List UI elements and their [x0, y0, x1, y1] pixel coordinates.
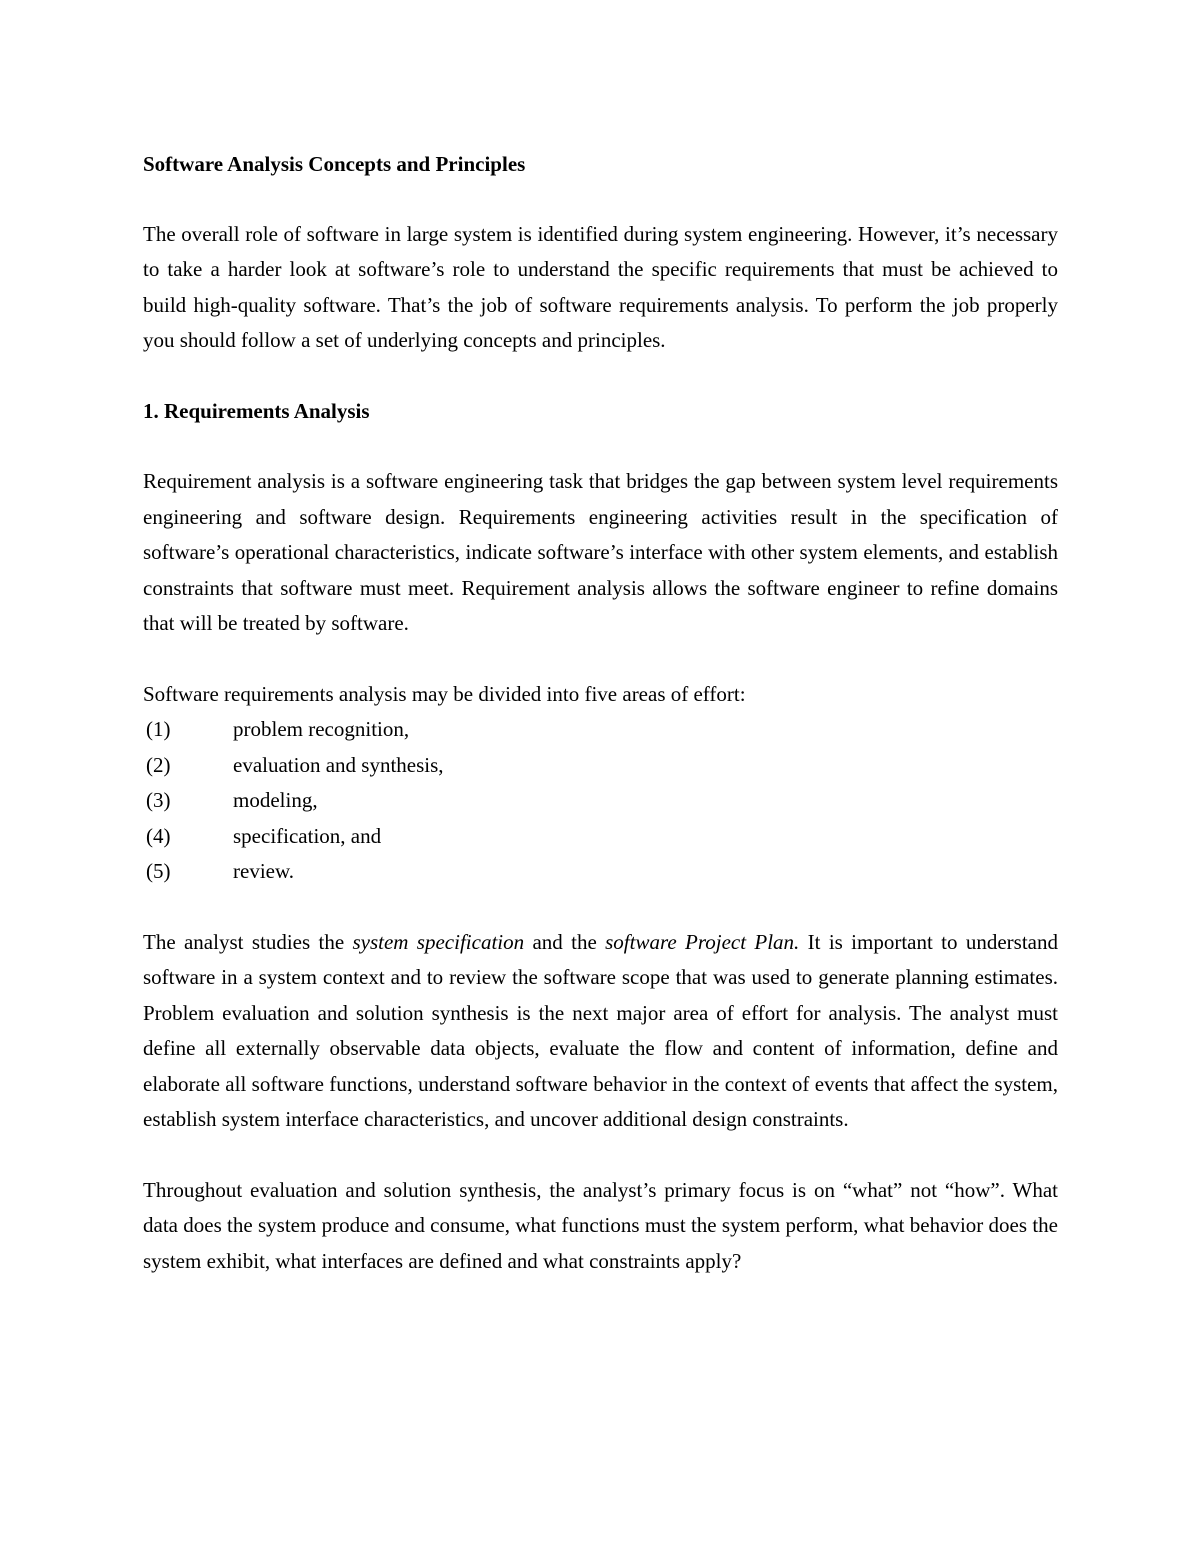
list-item: [143, 819, 1058, 855]
list-item-text: problem recognition,: [233, 717, 410, 741]
italic-software-project-plan: software Project Plan.: [605, 929, 800, 954]
what-not-how-paragraph: Throughout evaluation and solution synthesis, the analyst’s primary focus is on “what” not “how”. What data does the system produce and consume, what functions must the system perform, what behavior does the system exhibit, what interfaces are defined and what constraints apply?: [143, 1177, 1058, 1273]
list-item-number: (3): [146, 788, 171, 812]
section-heading-requirements-analysis: 1. Requirements Analysis: [143, 398, 370, 423]
paragraph-rest-text: It is important to understand software in a system context and to review the software scope that was used to generate planning estimates. Problem evaluation and solution synthesis is the next major area of effort for analysis. The analyst must define all externally observable data objects, evaluate the flow and content of information, define and elaborate all software functions, understand software behavior in the context of events that affect the system, establish system interface characteristics, and uncover additional design constraints.: [143, 929, 1058, 1131]
list-item-number: (1): [146, 717, 171, 741]
effort-list-intro: Software requirements analysis may be divided into five areas of effort:: [143, 681, 746, 706]
list-item-number: (4): [146, 823, 171, 848]
list-item-text: review.: [233, 859, 295, 883]
analyst-studies-paragraph: [143, 925, 1058, 1138]
paragraph-mid-text: and the: [524, 929, 606, 954]
list-item-text: modeling,: [233, 788, 318, 812]
effort-areas-list: [143, 712, 1058, 890]
list-item-text: specification, and: [233, 823, 382, 848]
list-item-text: evaluation and synthesis,: [233, 752, 444, 777]
list-item: [143, 748, 1058, 784]
document-content: [143, 147, 1058, 1314]
intro-paragraph: The overall role of software in large system is identified during system engineering. However, it’s necessary to take a harder look at software’s role to understand the specific requirements that must be achieved to build high-quality software. That’s the job of software requirements analysis. To perform the job properly you should follow a set of underlying concepts and principles.: [143, 221, 1058, 352]
list-item: [143, 712, 1058, 748]
list-item-number: (5): [146, 859, 171, 883]
list-item: [143, 783, 1058, 819]
requirements-analysis-paragraph: Requirement analysis is a software engineering task that bridges the gap between system level requirements engineering and software design. Requirements engineering activities result in the specification of software’s operational characteristics, indicate software’s interface with other system elements, and establish constraints that software must meet. Requirement analysis allows the software engineer to refine domains that will be treated by software.: [143, 469, 1058, 635]
list-item-number: (2): [146, 752, 171, 777]
document-title: Software Analysis Concepts and Principles: [143, 152, 526, 176]
paragraph-lead-text: The analyst studies the: [143, 929, 353, 954]
italic-system-specification: system specification: [352, 929, 525, 954]
list-item: [143, 854, 1058, 890]
